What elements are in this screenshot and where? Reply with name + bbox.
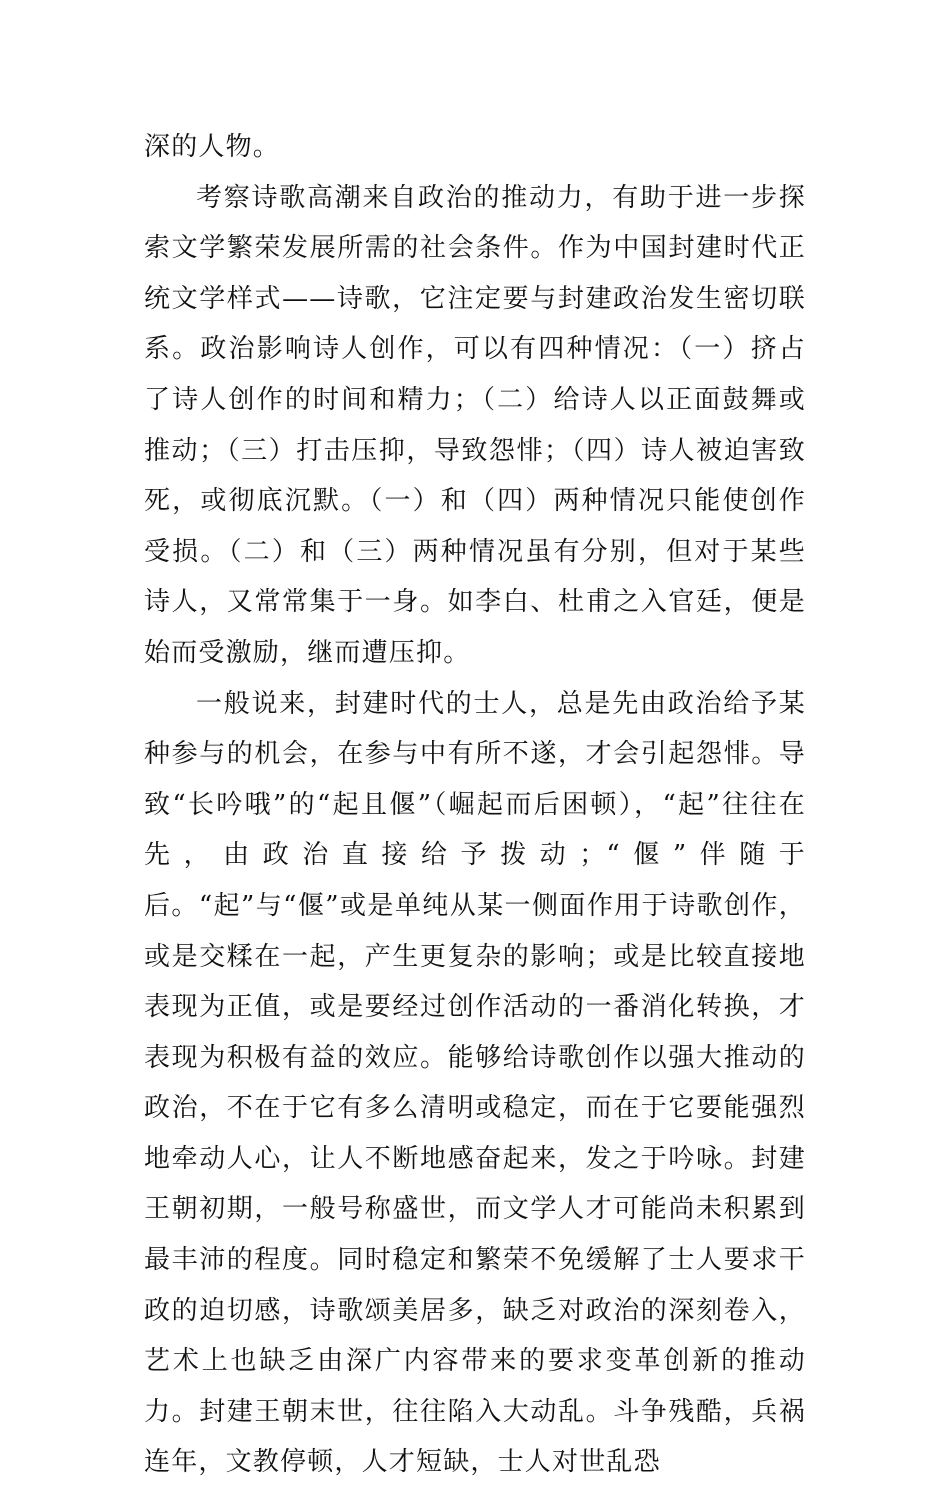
paragraph-continuation: 深的人物。	[144, 132, 281, 162]
body-text	[144, 122, 806, 1488]
paragraph-political-motivation: 考察诗歌高潮来自政治的推动力，有助于进一步探索文学繁荣发展所需的社会条件。作为中国封建时代正统文学样式——诗歌，它注定要与封建政治发生密切联系。政治影响诗人创作，可以有四种情况：（一）挤占了诗人创作的时间和精力；（二）给诗人以正面鼓舞或推动；（三）打击压抑，导致怨悱；（四）诗人被迫害致死，或彻底沉默。（一）和（四）两种情况只能使创作受损。（二）和（三）两种情况虽有分别，但对于某些诗人，又常常集于一身。如李白、杜甫之入官廷，便是始而受激励，继而遭压抑。	[144, 182, 806, 668]
paragraph-scholars-and-politics: 一般说来，封建时代的士人，总是先由政治给予某种参与的机会，在参与中有所不遂，才会引起怨悱。导致“长吟哦”的“起且偃”（崛起而后困顿），“起”往往在先，由政治直接给予拨动；“偃”伴随于后。“起”与“偃”或是单纯从某一侧面作用于诗歌创作，或是交糅在一起，产生更复杂的影响；或是比较直接地表现为正值，或是要经过创作活动的一番消化转换，才表现为积极有益的效应。能够给诗歌创作以强大推动的政治，不在于它有多么清明或稳定，而在于它要能强烈地牵动人心，让人不断地感奋起来，发之于吟咏。封建王朝初期，一般号称盛世，而文学人才可能尚未积累到最丰沛的程度。同时稳定和繁荣不免缓解了士人要求干政的迫切感，诗歌颂美居多，缺乏对政治的深刻卷入，艺术上也缺乏由深广内容带来的要求变革创新的推动力。封建王朝末世，往往陷入大动乱。斗争残酷，兵祸连年，文教停顿，人才短缺，士人对世乱恐	[144, 688, 806, 1478]
